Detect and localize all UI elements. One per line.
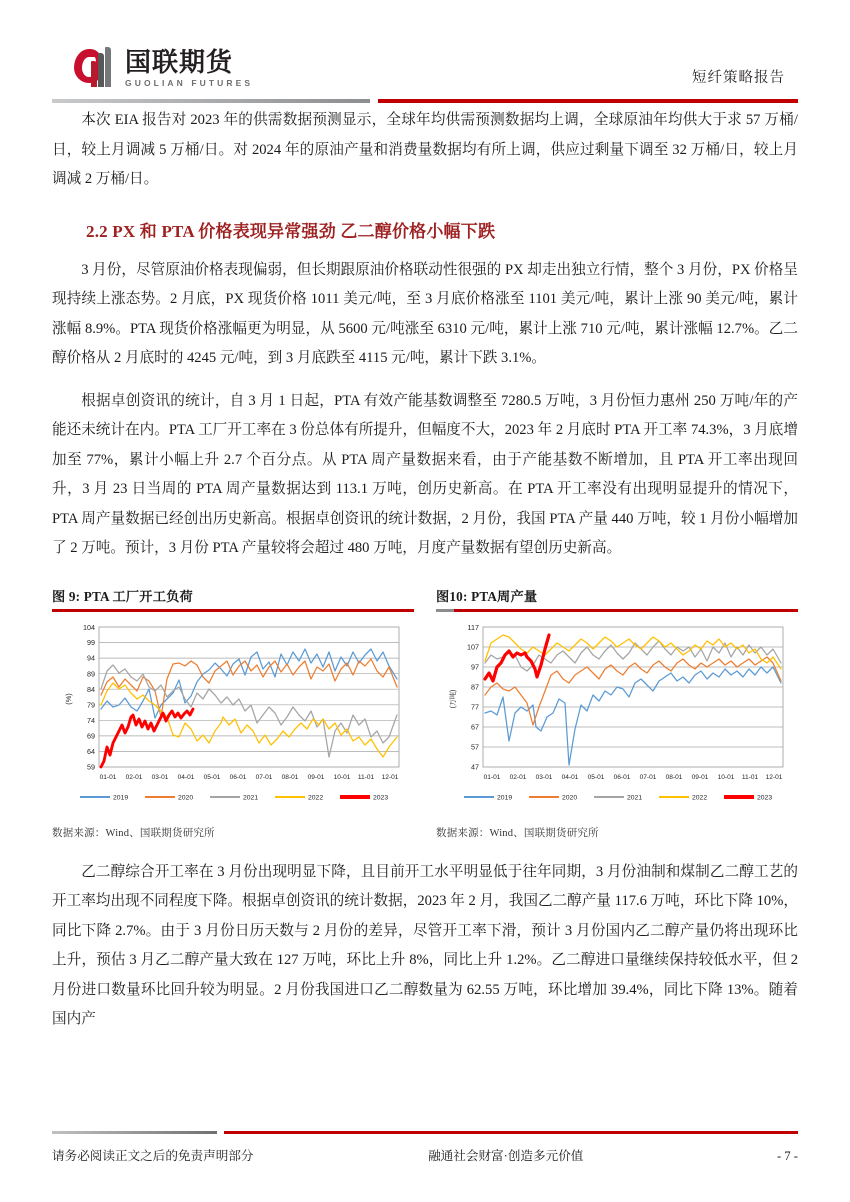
svg-text:04-01: 04-01 [561, 773, 579, 781]
svg-text:01-01: 01-01 [99, 773, 117, 781]
svg-text:79: 79 [87, 699, 95, 709]
paragraph-pta-capacity: 根据卓创资讯的统计，自 3 月 1 日起，PTA 有效产能基数调整至 7280.5 万吨，3 月份恒力惠州 250 万吨/年的产能还未统计在内。PTA 工厂开工率在 3 份总体有所提升，但幅度不大，2023 年 2 月底时 PTA 开工率 74.3%，3 月底增加至 77%，累计小幅上升 2.7 个百分点。从 PTA 周产量数据来看，由于产能基数不断增加，且 PTA 开工率出现回升，3 月 23 日当周的 PTA 周产量数据达到 113.1 万吨，创历史新高。在 PTA 开工率没有出现明显提升的情况下，PTA 周产量数据已经创出历史新高。根据卓创资讯的统计数据，2 月份，我国 PTA 产量 440 万吨，较 1 月份小幅增加了 2 万吨。预计，3 月份 PTA 产量较将会超过 480 万吨，月度产量数据有望创历史新高。 [52, 392, 798, 556]
pta-operating-rate-line-chart [53, 619, 415, 819]
figure-9-rule [52, 609, 414, 612]
svg-text:08-01: 08-01 [281, 773, 299, 781]
svg-text:2019: 2019 [113, 794, 129, 801]
figure-10-chart [436, 618, 798, 818]
svg-text:03-01: 03-01 [151, 773, 169, 781]
svg-text:02-01: 02-01 [125, 773, 143, 781]
figure-10-source: 数据来源：Wind、国联期货研究所 [436, 827, 599, 839]
figure-9-chart [52, 618, 414, 818]
svg-text:12-01: 12-01 [381, 773, 399, 781]
figure-10-title: 图10: PTA周产量 [436, 588, 538, 604]
footer-disclaimer: 请务必阅读正文之后的免责声明部分 [52, 1149, 254, 1163]
svg-text:2022: 2022 [692, 794, 708, 801]
figure-9-title: 图 9: PTA 工厂开工负荷 [52, 588, 193, 604]
figures-row [52, 586, 798, 840]
svg-text:06-01: 06-01 [613, 773, 631, 781]
paragraph-meg-output: 乙二醇综合开工率在 3 月份出现明显下降，且目前开工水平明显低于往年同期，3 月份油制和煤制乙二醇工艺的开工率均出现不同程度下降。根据卓创资讯的统计数据，2023 年 2 月，我国乙二醇产量 117.6 万吨，环比下降 10%，同比下降 2.7%。由于 3 月份日历天数与 2 月份的差异，尽管开工率下滑，预计 3 月份国内乙二醇产量仍将出现环比上升，预估 3 月乙二醇产量大致在 127 万吨，环比上升 8%，同比上升 1.2%。乙二醇进口量继续保持较低水平，但 2 月份进口数量环比回升较为明显。2 月份我国进口乙二醇数量为 62.55 万吨，环比增加 39.4%，同比下降 13%。随着国内产 [52, 863, 798, 1027]
paragraph-eia-report: 本次 EIA 报告对 2023 年的供需数据预测显示，全球年均供需预测数据均上调，全球原油年均供大于求 57 万桶/日，较上月调减 5 万桶/日。对 2024 年的原油产量和消费量数据均有所上调，供应过剩量下调至 32 万桶/日，较上月调减 2 万桶/日。 [52, 112, 798, 187]
svg-text:97: 97 [471, 662, 479, 672]
flame-building-logo-icon [74, 47, 116, 89]
svg-text:117: 117 [467, 622, 479, 632]
header-divider [52, 99, 798, 103]
figure-9 [52, 586, 414, 840]
svg-text:104: 104 [83, 622, 95, 632]
svg-text:89: 89 [87, 668, 95, 678]
svg-text:59: 59 [87, 762, 95, 772]
svg-text:09-01: 09-01 [307, 773, 325, 781]
svg-text:69: 69 [87, 731, 95, 740]
svg-text:47: 47 [471, 762, 479, 772]
svg-text:11-01: 11-01 [741, 773, 759, 781]
svg-text:07-01: 07-01 [255, 773, 273, 781]
svg-text:05-01: 05-01 [587, 773, 605, 781]
svg-text:02-01: 02-01 [509, 773, 527, 781]
svg-text:2019: 2019 [497, 794, 513, 801]
svg-text:11-01: 11-01 [357, 773, 375, 781]
svg-text:2021: 2021 [243, 794, 259, 801]
svg-text:87: 87 [471, 682, 479, 692]
svg-text:2023: 2023 [757, 794, 773, 801]
svg-text:2020: 2020 [178, 794, 194, 801]
svg-text:03-01: 03-01 [535, 773, 553, 781]
footer-slogan: 融通社会财富·创造多元价值 [428, 1149, 584, 1163]
svg-text:07-01: 07-01 [639, 773, 657, 781]
svg-text:107: 107 [467, 642, 479, 652]
svg-text:2023: 2023 [373, 794, 389, 801]
svg-text:57: 57 [471, 742, 479, 752]
figure-10-rule [436, 609, 798, 612]
svg-text:77: 77 [471, 702, 479, 712]
svg-text:94: 94 [87, 653, 95, 663]
svg-text:64: 64 [87, 746, 95, 756]
svg-text:2021: 2021 [627, 794, 643, 801]
page-footer [52, 1145, 798, 1164]
page-content [52, 106, 798, 1035]
svg-text:04-01: 04-01 [177, 773, 195, 781]
figure-10 [436, 586, 798, 840]
pta-weekly-output-line-chart [437, 619, 799, 819]
svg-text:84: 84 [87, 684, 95, 694]
svg-text:67: 67 [471, 722, 479, 732]
svg-text:2022: 2022 [308, 794, 324, 801]
page-number: - 7 - [777, 1149, 798, 1163]
svg-text:74: 74 [87, 715, 95, 725]
footer-divider [52, 1131, 798, 1135]
svg-text:06-01: 06-01 [229, 773, 247, 781]
svg-text:99: 99 [87, 637, 95, 647]
paragraph-px-pta-prices: 3 月份，尽管原油价格表现偏弱，但长期跟原油价格联动性很强的 PX 却走出独立行情，整个 3 月份，PX 价格呈现持续上涨态势。2 月底，PX 现货价格 1011 美元/吨，至 3 月底价格涨至 1101 美元/吨，累计上涨 90 美元/吨，累计涨幅 8.9%。PTA 现货价格涨幅更为明显，从 5600 元/吨涨至 6310 元/吨，累计上涨 710 元/吨，累计涨幅 12.7%。乙二醇价格从 2 月底时的 4245 元/吨，到 3 月底跌至 4115 元/吨，累计下跌 3.1%。 [52, 261, 798, 366]
svg-text:05-01: 05-01 [203, 773, 221, 781]
page-header [0, 0, 850, 103]
svg-text:10-01: 10-01 [717, 773, 735, 781]
svg-text:09-01: 09-01 [691, 773, 709, 781]
svg-text:08-01: 08-01 [665, 773, 683, 781]
company-logo [74, 47, 253, 89]
svg-text:12-01: 12-01 [765, 773, 783, 781]
svg-text:(%): (%) [64, 692, 73, 705]
section-heading-2-2: 2.2 PX 和 PTA 价格表现异常强劲 乙二醇价格小幅下跌 [86, 221, 496, 241]
figure-9-source: 数据来源：Wind、国联期货研究所 [52, 827, 215, 839]
svg-text:(万吨): (万吨) [450, 689, 457, 708]
report-type-label: 短纤策略报告 [692, 70, 785, 86]
logo-chinese-name: 国联期货 [125, 46, 234, 77]
logo-english-name: GUOLIAN FUTURES [125, 77, 254, 88]
svg-text:10-01: 10-01 [333, 773, 351, 781]
svg-text:2020: 2020 [562, 794, 578, 801]
svg-text:01-01: 01-01 [483, 773, 501, 781]
